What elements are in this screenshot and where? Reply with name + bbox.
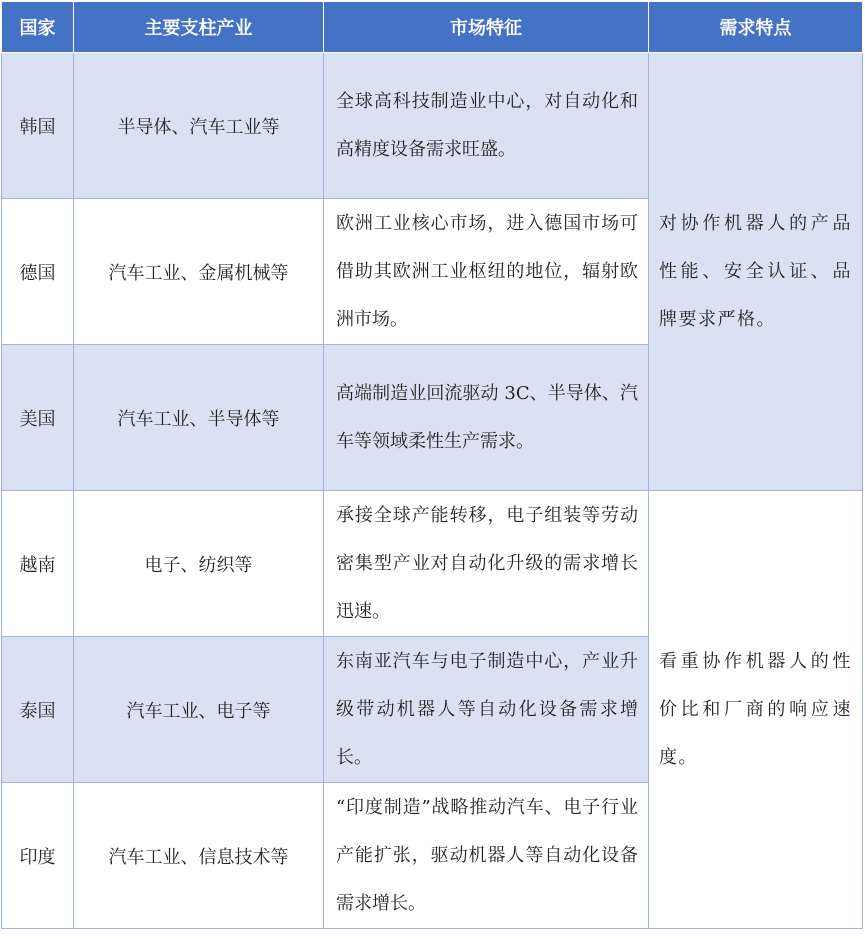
table-row bbox=[2, 53, 863, 199]
industry-cell: 半导体、汽车工业等 bbox=[74, 53, 324, 199]
industry-cell: 汽车工业、电子等 bbox=[74, 637, 324, 783]
demand-cell-emerging: 看重协作机器人的性价比和厂商的响应速度。 bbox=[649, 491, 863, 929]
header-country: 国家 bbox=[2, 2, 74, 53]
feature-cell: 全球高科技制造业中心，对自动化和高精度设备需求旺盛。 bbox=[324, 53, 649, 199]
industry-cell: 电子、纺织等 bbox=[74, 491, 324, 637]
feature-cell: 欧洲工业核心市场，进入德国市场可借助其欧洲工业枢纽的地位，辐射欧洲市场。 bbox=[324, 199, 649, 345]
industry-cell: 汽车工业、信息技术等 bbox=[74, 783, 324, 929]
country-cell: 美国 bbox=[2, 345, 74, 491]
feature-cell: 承接全球产能转移，电子组装等劳动密集型产业对自动化升级的需求增长迅速。 bbox=[324, 491, 649, 637]
header-industry: 主要支柱产业 bbox=[74, 2, 324, 53]
feature-cell: 东南亚汽车与电子制造中心，产业升级带动机器人等自动化设备需求增长。 bbox=[324, 637, 649, 783]
table-row bbox=[2, 491, 863, 637]
header-feature: 市场特征 bbox=[324, 2, 649, 53]
header-demand: 需求特点 bbox=[649, 2, 863, 53]
demand-cell-developed: 对协作机器人的产品性能、安全认证、品牌要求严格。 bbox=[649, 53, 863, 491]
industry-cell: 汽车工业、金属机械等 bbox=[74, 199, 324, 345]
country-cell: 越南 bbox=[2, 491, 74, 637]
industry-cell: 汽车工业、半导体等 bbox=[74, 345, 324, 491]
feature-cell: 高端制造业回流驱动 3C、半导体、汽车等领域柔性生产需求。 bbox=[324, 345, 649, 491]
country-cell: 韩国 bbox=[2, 53, 74, 199]
country-cell: 德国 bbox=[2, 199, 74, 345]
country-cell: 印度 bbox=[2, 783, 74, 929]
header-row bbox=[2, 2, 863, 53]
market-comparison-table bbox=[1, 1, 863, 929]
feature-cell: “印度制造”战略推动汽车、电子行业产能扩张，驱动机器人等自动化设备需求增长。 bbox=[324, 783, 649, 929]
country-cell: 泰国 bbox=[2, 637, 74, 783]
